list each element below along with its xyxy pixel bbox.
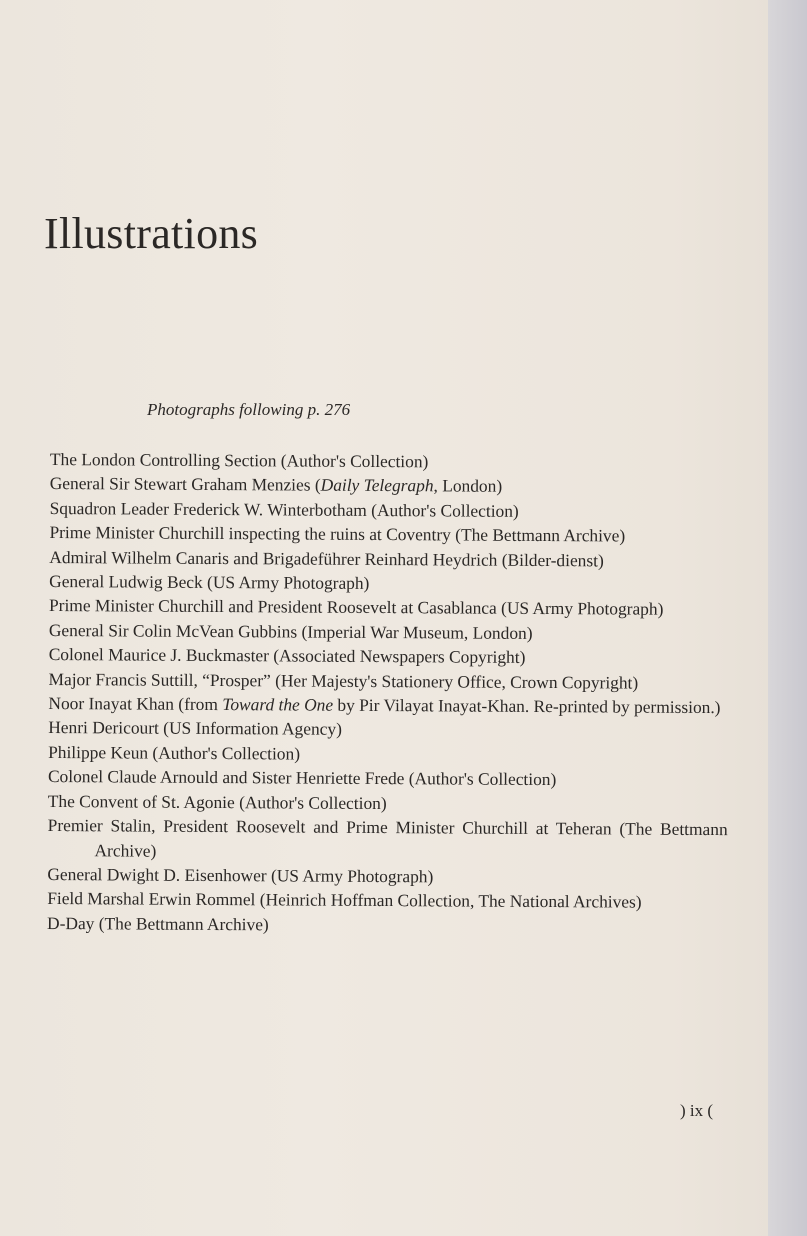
- list-item: Field Marshal Erwin Rommel (Heinrich Hoffman Collection, The National Archives): [47, 888, 642, 912]
- list-item: Colonel Maurice J. Buckmaster (Associated Newspapers Copyright): [48, 644, 526, 668]
- list-item: Major Francis Suttill, “Prosper” (Her Majesty's Stationery Office, Crown Copyright): [48, 668, 639, 693]
- list-item: Noor Inayat Khan (from Toward the One by Pir Vilayat Inayat-Khan. Re-printed by permission.): [48, 693, 721, 718]
- list-item: Prime Minister Churchill and President Roosevelt at Casablanca (US Army Photograph): [48, 595, 664, 620]
- list-item: The Convent of St. Agonie (Author's Collection): [47, 790, 387, 813]
- list-item: The London Controlling Section (Author's Collection): [49, 448, 429, 472]
- list-item: Colonel Claude Arnould and Sister Henriette Frede (Author's Collection): [47, 766, 557, 790]
- list-item: Philippe Keun (Author's Collection): [48, 741, 301, 764]
- list-item: Squadron Leader Frederick W. Winterbotham (Author's Collection): [49, 497, 519, 521]
- list-item: Premier Stalin, President Roosevelt and Prime Minister Churchill at Teheran (The Bettmann Archive): [47, 815, 728, 861]
- page-title: Illustrations: [44, 209, 259, 258]
- list-item: General Sir Colin McVean Gubbins (Imperial War Museum, London): [48, 619, 533, 643]
- list-item: General Ludwig Beck (US Army Photograph): [49, 571, 370, 593]
- page-number: ) ix (: [680, 1101, 714, 1120]
- list-item: General Sir Stewart Graham Menzies (Daily Telegraph, London): [49, 473, 503, 497]
- page-edge: [768, 0, 807, 1236]
- list-item: Henri Dericourt (US Information Agency): [48, 717, 342, 740]
- list-item: Prime Minister Churchill inspecting the ruins at Coventry (The Bettmann Archive): [49, 522, 626, 546]
- section-subheading: Photographs following p. 276: [147, 400, 351, 419]
- list-item: General Dwight D. Eisenhower (US Army Photograph): [47, 863, 434, 887]
- illustrations-list: [47, 447, 730, 939]
- list-item: D-Day (The Bettmann Archive): [47, 912, 269, 935]
- list-item: Admiral Wilhelm Canaris and Brigadeführer Reinhard Heydrich (Bilder-dienst): [49, 546, 604, 571]
